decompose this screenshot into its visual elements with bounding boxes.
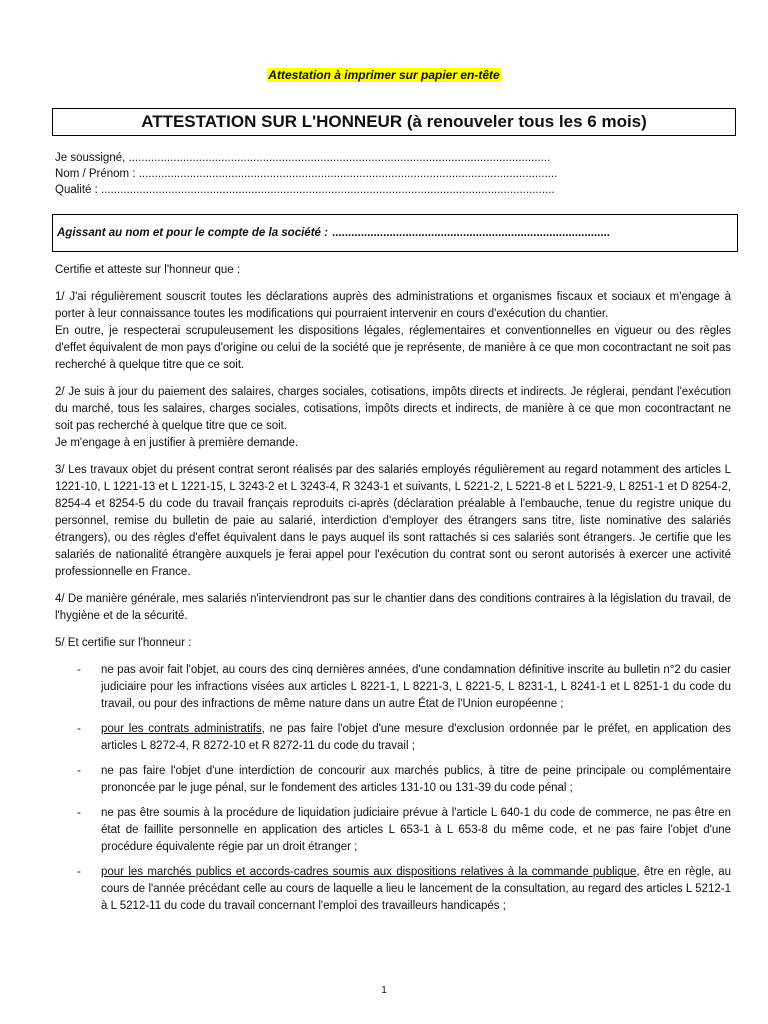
section-1-paragraph-2: En outre, je respecterai scrupuleusement les dispositions légales, réglementaires et conventionnelles en vigueur ou des règles d'effet équivalent de mon pays d'origine ou celui de la société que je représente, de manière à ce que mon cocontractant ne soit pas recherché à quelque titre que ce soit. <box>55 325 731 371</box>
section-4-paragraph: 4/ De manière générale, mes salariés n'interviendront pas sur le chantier dans des conditions contraires à la législation du travail, de l'hygiène et de la sécurité. <box>55 593 731 622</box>
agissant-dots: ....................................................................................... <box>331 227 610 239</box>
dash-bullet: - <box>77 807 81 819</box>
field-nom-prenom: Nom / Prénom : ................................................................................................................................... <box>55 168 558 180</box>
agissant-label: Agissant au nom et pour le compte de la société : <box>57 227 328 239</box>
section-1-paragraph-1: 1/ J'ai régulièrement souscrit toutes les déclarations auprès des administrations et organismes fiscaux et sociaux et m'engage à porter à leur connaissance toutes les modifications qui pourraient intervenir en cours d'exécution du chantier. <box>55 291 731 320</box>
page-title: ATTESTATION SUR L'HONNEUR (à renouveler tous les 6 mois) <box>141 112 647 131</box>
header-note-text: Attestation à imprimer sur papier en-tête <box>268 68 500 82</box>
list-item-underlined: pour les contrats administratifs <box>101 723 262 735</box>
agissant-box <box>52 214 738 252</box>
page-number: 1 <box>381 985 387 996</box>
list-item-text: ne pas être soumis à la procédure de liquidation judiciaire prévue à l'article L 640-1 du code de commerce, ne pas être en état de faillite personnelle en application des articles L 653-1 à L 653-8 du même code, et ne pas faire l'objet d'une procédure équivalente régie par un droit étranger ; <box>101 807 731 853</box>
list-item-text: ne pas faire l'objet d'une interdiction de concourir aux marchés publics, à titre de peine principale ou complémentaire prononcée par le juge pénal, sur le fondement des articles 131-10 ou 131-39 du code pénal ; <box>101 765 731 794</box>
field-qualite: Qualité : .............................................................................................................................................. <box>55 184 555 196</box>
section-2-paragraph-2: Je m'engage à en justifier à première demande. <box>55 437 299 449</box>
list-item-underlined: pour les marchés publics et accords-cadres soumis aux dispositions relatives à la commande publique <box>101 866 637 878</box>
list-item <box>55 662 731 713</box>
dash-bullet: - <box>77 765 81 777</box>
list-item <box>55 721 731 755</box>
list-item-text: , ne pas faire l'objet d'une mesure d'exclusion ordonnée par le préfet, en application des articles L 8272-4, R 8272-10 et R 8272-11 du code du travail ; <box>101 723 731 752</box>
list-item <box>55 763 731 797</box>
title-box <box>52 108 736 136</box>
dash-bullet: - <box>77 723 81 735</box>
list-item <box>55 864 731 915</box>
list-item-text: ne pas avoir fait l'objet, au cours des cinq dernières années, d'une condamnation définitive inscrite au bulletin n°2 du casier judiciaire pour les infractions visées aux articles L 8221-1, L 8221-3, L 8221-5, L 8231-1, L 8241-1 et L 8251-1 du code du travail, ou pour des infractions de même nature dans un autre État de l'Union européenne ; <box>101 664 731 710</box>
dash-bullet: - <box>77 664 81 676</box>
section-2-paragraph-1: 2/ Je suis à jour du paiement des salaires, charges sociales, cotisations, impôts directs et indirects. Je réglerai, pendant l'exécution du marché, tous les salaires, charges sociales, cotisations, impôts directs et indirects, de manière à ce que mon cocontractant ne soit pas recherché à quelque titre que ce soit. <box>55 386 731 432</box>
header-note <box>0 68 768 82</box>
certification-list <box>55 662 731 915</box>
list-item-text: , être en règle, au cours de l'année précédant celle au cours de laquelle a lieu le lancement de la consultation, au regard des articles L 5212-1 à L 5212-11 du code du travail concernant l'emploi des travailleurs handicapés ; <box>101 866 731 912</box>
field-soussigne: Je soussigné, .................................................................................................................................... <box>55 152 551 164</box>
section-5-intro: 5/ Et certifie sur l'honneur : <box>55 637 192 649</box>
list-item <box>55 805 731 856</box>
intro-paragraph: Certifie et atteste sur l'honneur que : <box>55 264 241 276</box>
identity-fields <box>55 150 557 198</box>
attestation-body <box>55 262 731 923</box>
dash-bullet: - <box>77 866 81 878</box>
section-3-paragraph: 3/ Les travaux objet du présent contrat seront réalisés par des salariés employés régulièrement au regard notamment des articles L 1221-10, L 1221-13 et L 1221-15, L 3243-2 et L 3243-4, R 3243-1 et suivants, L 5221-2, L 5221-8 et L 5221-9, L 8251-1 et D 8254-2, 8254-4 et 8254-5 du code du travail français reproduits ci-après (déclaration préalable à l'embauche, tenue du registre unique du personnel, remise du bulletin de paie au salarié, interdiction d'employer des étrangers sans titre, liste nominative des salariés étrangers), ou des règles d'effet équivalent dans le pays auquel ils sont rattachés si ces salariés sont étrangers. Je certifie que les salariés de nationalité étrangère auxquels je ferai appel pour l'exécution du contrat sont ou seront autorisés à exercer une activité professionnelle en France. <box>55 464 731 578</box>
